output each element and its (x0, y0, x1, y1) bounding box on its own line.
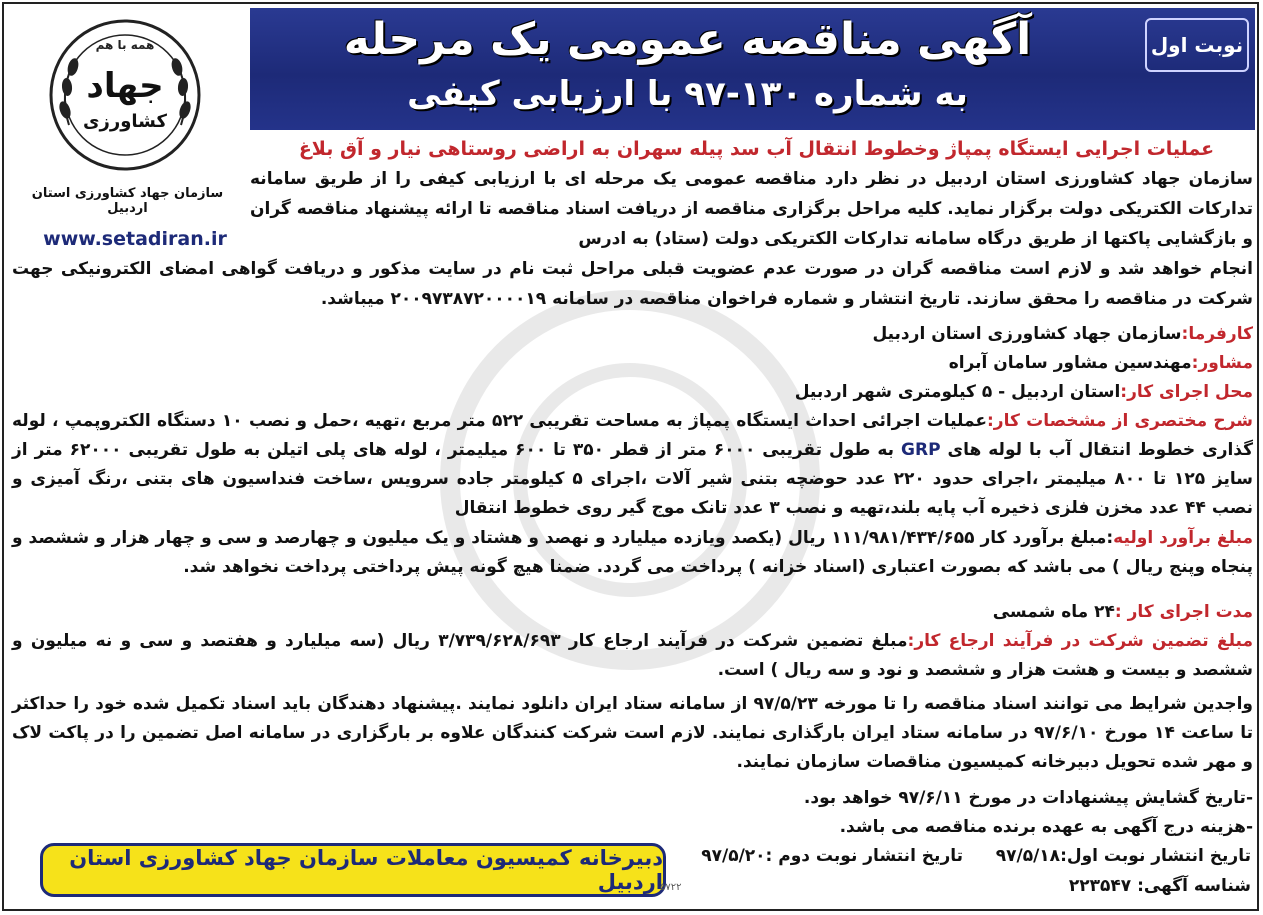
guarantee-value: مبلغ تضمین شرکت در فرآیند ارجاع کار ۳/۷۳۹/۶۲۸/۶۹۳ ریال (سه میلیارد و هفتصد و سی و نه میلیون و ششصد و بیست و هشت هزار و ششصد و نود و سه ریال ) است. (12, 631, 1253, 680)
consultant-value: مهندسین مشاور سامان آبراه (948, 353, 1192, 373)
second-publication-date: تاریخ انتشار نوبت دوم :۹۷/۵/۲۰ (701, 846, 963, 866)
estimate-value: :مبلغ برآورد کار ۱۱۱/۹۸۱/۴۳۴/۶۵۵ ریال (یکصد ویازده میلیارد و نهصد و هشتاد و یک میلیون و چهارصد و سی و چهار هزار و ششصد و پنجاه وپنج ریال ) می باشد که بصورت اعتباری (اسناد خزانه ) پرداخت می گردد. ضمنا هیچ گونه پیش پرداختی پرداخت نخواهد شد. (12, 528, 1253, 577)
consultant-label: مشاور: (1191, 353, 1253, 373)
website-link[interactable]: www.setadiran.ir (43, 228, 227, 250)
org-caption: سازمان جهاد کشاورزی استان اردبیل (31, 186, 224, 216)
employer-field (12, 320, 1253, 349)
specs-part2: به طول تقریبی ۶۰۰۰ متر از قطر ۳۵۰ تا ۶۰۰ میلیمتر ، لوله های پلی اتیلن به طول تقریبی ۶۲۰۰۰ متر از سایز ۱۲۵ تا ۸۰۰ میلیمتر ،اجرای حدود ۲۲۰ عدد حوضچه بتنی شیر آلات ،اجرای ۵ کیلومتر جاده سرویس ،ساخت فنداسیون های بتنی ،رنگ آمیزی و نصب ۴۴ عدد مخزن فلزی ذخیره آب پایه بلند،تهیه و نصب ۳ عدد تانک موج گیر روی خطوط انتقال (12, 440, 1253, 518)
secretariat-box: دبیرخانه کمیسیون معاملات سازمان جهاد کشاورزی استان اردبیل (40, 843, 666, 897)
employer-value: سازمان جهاد کشاورزی استان اردبیل (872, 324, 1182, 344)
guarantee-label: مبلغ تضمین شرکت در فرآیند ارجاع کار: (907, 631, 1253, 651)
location-value: استان اردبیل - ۵ کیلومتری شهر اردبیل (794, 382, 1121, 402)
duration-field (12, 598, 1253, 627)
ad-cost: -هزینه درج آگهی به عهده برنده مناقصه می باشد. (839, 817, 1253, 837)
intro-continued: انجام خواهد شد و لازم است مناقصه گران در صورت عدم عضویت قبلی مراحل ثبت نام در سایت مذکور و دریافت گواهی امضای الکترونیکی جهت شرکت در مناقصه را محقق سازند. تاریخ انتشار و شماره فراخوان مناقصه در سامانه ۲۰۰۹۷۳۸۷۲۰۰۰۰۱۹ میباشد. (12, 259, 1253, 309)
specs-part1: عملیات اجرائی احداث ایستگاه پمپاژ به مساحت تقریبی ۵۲۲ متر مربع ،تهیه ،حمل و نصب ۱۰ دستگاه الکتروپمپ ، لوله گذاری خطوط انتقال آب با لوله های (12, 411, 1254, 460)
estimate-field (12, 524, 1253, 582)
duration-label: مدت اجرای کار : (1114, 602, 1253, 622)
consultant-field (12, 349, 1253, 378)
specs-field (12, 407, 1253, 523)
duration-value: ۲۴ ماه شمسی (992, 602, 1115, 622)
location-label: محل اجرای کار: (1120, 382, 1253, 402)
jahad-logo-icon (45, 15, 205, 175)
specs-label: شرح مختصری از مشخصات کار: (986, 411, 1253, 431)
logo-word-keshavarzi: کشاورزی (83, 111, 167, 132)
conditions-paragraph: واجدین شرایط می توانند اسناد مناقصه را تا مورخه ۹۷/۵/۲۳ از سامانه ستاد ایران دانلود نمایند .پیشنهاد دهندگان باید اسناد تکمیل شده خود را حداکثر تا ساعت ۱۴ مورخ ۹۷/۶/۱۰ در سامانه ستاد ایران بارگذاری نمایند. لازم است شرکت کنندگان علاوه بر بارگزاری در سامانه اصل تضمین را در پاکت لاک و مهر شده تحویل دبیرخانه کمیسیون مناقصات سازمان نمایند. (12, 694, 1253, 772)
page-subtitle: به شماره ۱۳۰-۹۷ با ارزیابی کیفی (407, 74, 968, 114)
page-title: آگهی مناقصه عمومی یک مرحله (343, 14, 1032, 65)
grp-label: GRP (901, 440, 941, 460)
employer-label: کارفرما: (1181, 324, 1253, 344)
ad-identifier: شناسه آگهی: ۲۲۳۵۴۷ (1068, 876, 1251, 896)
guarantee-field (12, 627, 1253, 685)
logo-word-jahad: جهاد (86, 66, 164, 106)
header-banner (250, 8, 1255, 130)
intro-paragraph: سازمان جهاد کشاورزی استان اردبیل در نظر دارد مناقصه عمومی یک مرحله ای با ارزیابی کیفی را از طریق سامانه تدارکات الکتریکی دولت برگزار نماید. کلیه مراحل برگزاری مناقصه از دریافت اسناد مناقصه تا ارائه پیشنهاد مناقصه گران و بازگشایی پاکتها از طریق درگاه سامانه تدارکات الکتریکی دولت (ستاد) به ادرس (250, 169, 1253, 249)
opening-date: -تاریخ گشایش پیشنهادات در مورخ ۹۷/۶/۱۱ خواهد بود. (803, 788, 1253, 808)
tender-subject: عملیات اجرایی ایستگاه پمپاژ وخطوط انتقال آب سد پیله سهران به اراضی روستاهی نیار و آق بلاغ (298, 138, 1215, 160)
location-field (12, 378, 1253, 407)
print-code: ۵۷۲۲ (660, 882, 682, 893)
estimate-label: مبلغ برآورد اولیه (1113, 528, 1253, 548)
first-publication-date: تاریخ انتشار نوبت اول:۹۷/۵/۱۸ (995, 846, 1251, 866)
round-badge: نوبت اول (1145, 18, 1249, 72)
logo-top-text: همه با هم (95, 38, 155, 52)
